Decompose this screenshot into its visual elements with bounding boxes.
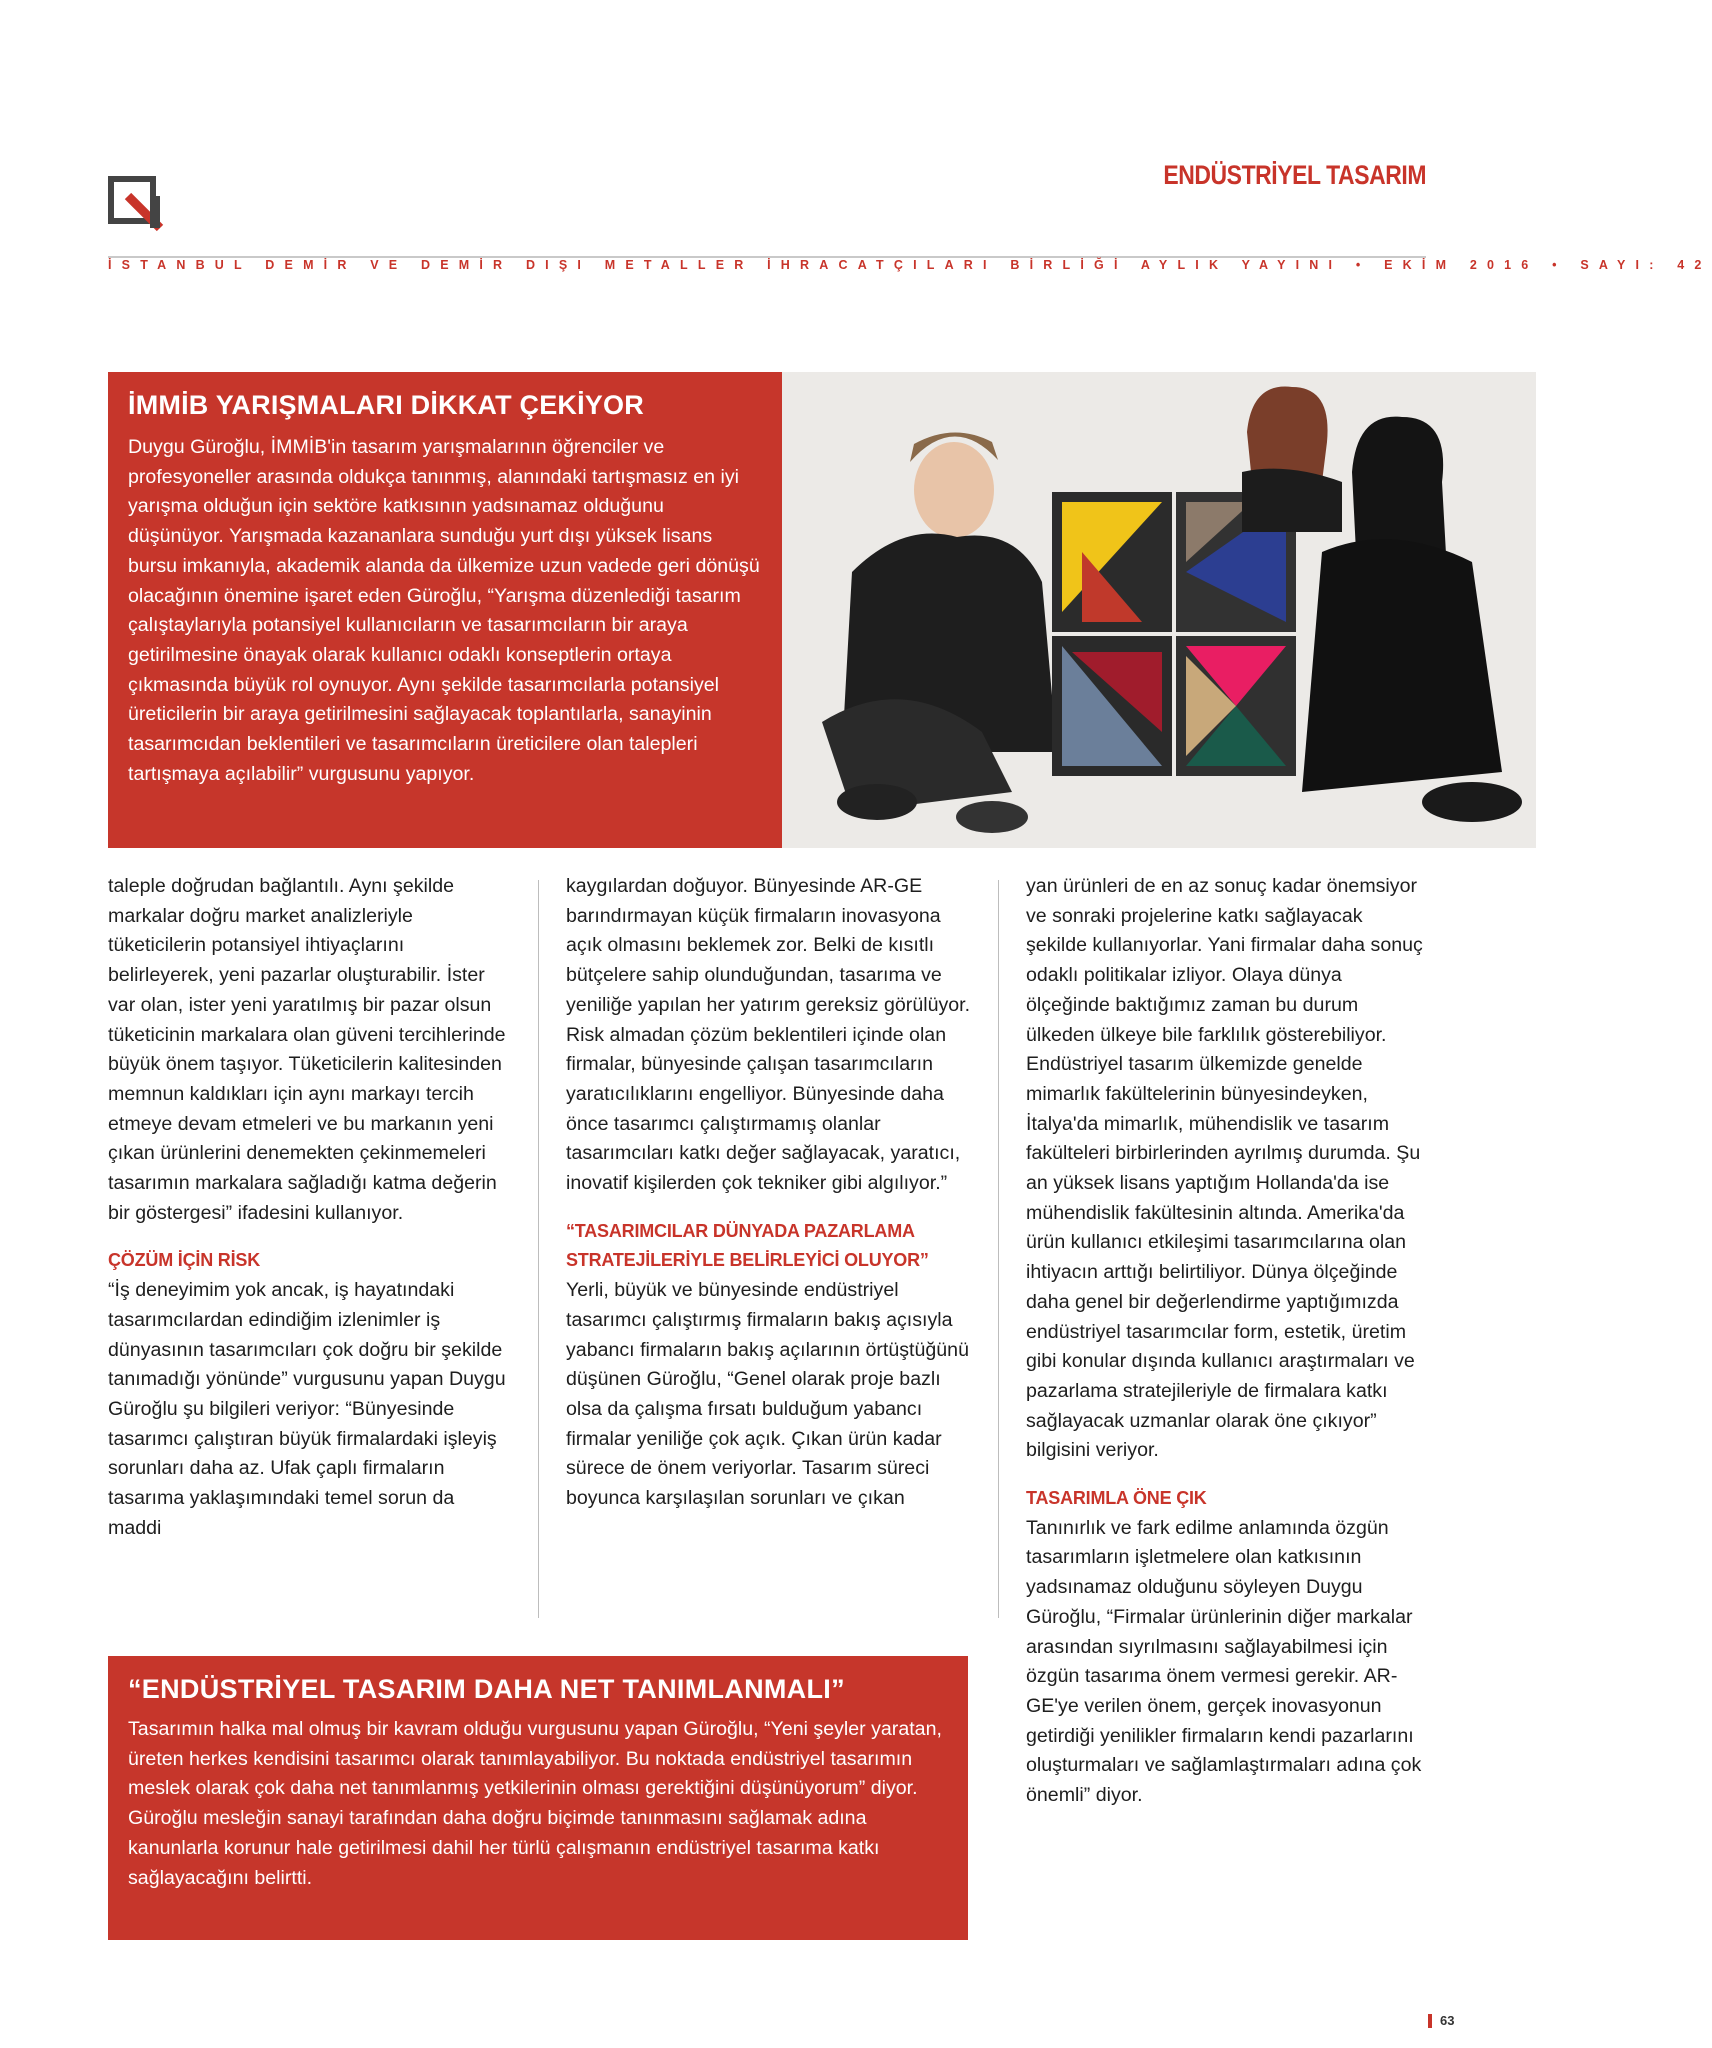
article-photo: [782, 372, 1536, 848]
quote-box: [108, 1656, 968, 1940]
page-number: 63: [1428, 2014, 1454, 2028]
masthead: İSTANBUL DEMİR VE DEMİR DIŞI METALLER İHRACATÇILARI BİRLİĞİ AYLIK YAYINI • EKİM 2016 • SAYI: 42: [108, 258, 1712, 272]
column-1-paragraph-2: “İş deneyimim yok ancak, iş hayatındaki tasarımcılardan edindiğim izlenimler iş dünyasının tasarımcıları çok doğru bir şekilde tanımadığı yönünde” vurgusunu yapan Duygu Güroğlu şu bilgileri veriyor: “Bünyesinde tasarımcı çalıştıran büyük firmalardaki işleyiş sorunları daha az. Ufak çaplı firmaların tasarıma yaklaşımındaki temel sorun da maddi: [108, 1279, 506, 1539]
column-1-subheading: ÇÖZÜM İÇİN RİSK: [108, 1250, 260, 1271]
publisher-logo: [108, 176, 164, 232]
column-2-paragraph-1: kaygılardan doğuyor. Bünyesinde AR-GE barındırmayan küçük firmaların inovasyona açık olmasını beklemek zor. Belki de kısıtlı bütçelere sahip olunduğundan, tasarıma ve yeniliğe yapılan her yatırım gereksiz görülüyor. Risk almadan çözüm beklentileri içinde olan firmalar, bünyesinde çalışan tasarımcıların yaratıcılıklarını engelliyor. Bünyesinde daha önce tasarımcı çalıştırmamış olanlar tasarımcıları katkı değer sağlayacak, yaratıcı, inovatif kişilerden çok tekniker gibi algılıyor.”: [566, 875, 971, 1195]
column-1-paragraph-1: taleple doğrudan bağlantılı. Aynı şekilde markalar doğru market analizleriyle tüketicilerin potansiyel ihtiyaçlarını belirleyerek, yeni pazarlar oluşturabilir. İster var olan, ister yeni yaratılmış bir pazar olsun tüketicinin markalara olan güveni tercihlerinde büyük önem taşıyor. Tüketicilerin kalitesinden memnun kaldıkları için aynı markayı tercih etmeye devam etmeleri ve bu markanın yeni çıkan ürünlerini denemekten çekinmemeleri tasarımın markalara sağladığı katma değerin bir göstergesi” ifadesini kullanıyor.: [108, 875, 506, 1224]
column-3-subheading: TASARIMLA ÖNE ÇIK: [1026, 1488, 1207, 1509]
column-3-paragraph-1: yan ürünleri de en az sonuç kadar önemsiyor ve sonraki projelerine katkı sağlayacak şekilde kullanıyorlar. Yani firmalar daha sonuç odaklı politikalar izliyor. Olaya dünya ölçeğinde baktığımız zaman bu durum ülkeden ülkeye bile farklılık gösterebiliyor. Endüstriyel tasarım ülkemizde genelde mimarlık fakültelerinin bünyesindeyken, İtalya'da mimarlık, mühendislik ve tasarım fakülteleri birbirlerinden ayrılmış durumda. Şu an yüksek lisans yaptığım Hollanda'da ise mühendislik fakültesinin altında. Amerika'da ürün kullanıcı etkileşimi tasarımcılarına olan ihtiyacın arttığı belirtiliyor. Dünya ölçeğinde daha genel bir değerlendirme yaptığımızda endüstriyel tasarımcılar form, estetik, üretim gibi konular dışında kullanıcı araştırmaları ve pazarlama stratejileriyle de firmalara katkı sağlayacak uzmanlar olarak öne çıkıyor” bilgisini veriyor.: [1026, 875, 1423, 1462]
intro-heading: İMMİB YARIŞMALARI DİKKAT ÇEKİYOR: [128, 390, 644, 420]
intro-box: [108, 372, 782, 848]
column-divider-2: [998, 880, 999, 1618]
quote-body: Tasarımın halka mal olmuş bir kavram olduğu vurgusunu yapan Güroğlu, “Yeni şeyler yaratan, üreten herkes kendisini tasarımcı olarak tanımlayabiliyor. Bu noktada endüstriyel tasarımın meslek olarak çok daha net tanımlanmış yetkilerinin olması gerektiğini düşünüyorum” diyor. Güroğlu mesleğin sanayi tarafından daha doğru biçimde tanınmasını sağlamak adına kanunlarla korunur hale getirilmesi dahil her türlü çalışmanın endüstriyel tasarıma katkı sağlayacağını belirtti.: [128, 1718, 942, 1889]
column-2-paragraph-2: Yerli, büyük ve bünyesinde endüstriyel tasarımcı çalıştırmış firmaların bakış açısıyla yabancı firmaların bakış açılarının örtüştüğünü düşünen Güroğlu, “Genel olarak proje bazlı olsa da çalışma fırsatı bulduğum yabancı firmalar yeniliğe çok açık. Çıkan ürün kadar sürece de önem veriyorlar. Tasarım süreci boyunca karşılaşılan sorunları ve çıkan: [566, 1279, 969, 1510]
section-title: ENDÜSTRİYEL TASARIM: [1163, 160, 1426, 190]
column-1: [108, 872, 510, 1543]
column-divider-1: [538, 880, 539, 1618]
quote-heading: “ENDÜSTRİYEL TASARIM DAHA NET TANIMLANMALI”: [128, 1674, 845, 1704]
column-2: [566, 872, 978, 1514]
column-3: [1026, 872, 1428, 1811]
intro-body: Duygu Güroğlu, İMMİB'in tasarım yarışmalarının öğrenciler ve profesyoneller arasında oldukça tanınmış, alanındaki tartışmasız en iyi yarışma olduğun için sektöre katkısının yadsınamaz olduğunu düşünüyor. Yarışmada kazananlara sunduğu yurt dışı yüksek lisans bursu imkanıyla, akademik alanda da ülkemize uzun vadede geri dönüşü olacağının önemine işaret eden Güroğlu, “Yarışma düzenlediği tasarım çalıştaylarıyla potansiyel kullanıcıların ve tasarımcıların bir araya getirilmesine önayak olarak kullanıcı odaklı konseptlerin ortaya çıkmasında büyük rol oynuyor. Aynı şekilde tasarımcılarla potansiyel üreticilerin bir araya getirilmesini sağlayacak toplantılarla, sanayinin tasarımcıdan beklentileri ve tasarımcıların üreticilere olan talepleri tartışmaya açılabilir” vurgusunu yapıyor.: [128, 436, 760, 785]
column-2-subheading: “TASARIMCILAR DÜNYADA PAZARLAMA STRATEJİLERİYLE BELİRLEYİCİ OLUYOR”: [566, 1220, 929, 1271]
column-3-paragraph-2: Tanınırlık ve fark edilme anlamında özgün tasarımların işletmelere olan katkısının yadsınamaz olduğunu söyleyen Duygu Güroğlu, “Firmalar ürünlerinin diğer markalar arasından sıyrılmasını sağlayabilmesi için özgün tasarıma önem vermesi gerekir. AR-GE'ye verilen önem, gerçek inovasyonun getirdiği yenilikler firmaların kendi pazarlarını oluşturmaları ve sağlamlaştırmaları adına çok önemli” diyor.: [1026, 1516, 1422, 1807]
